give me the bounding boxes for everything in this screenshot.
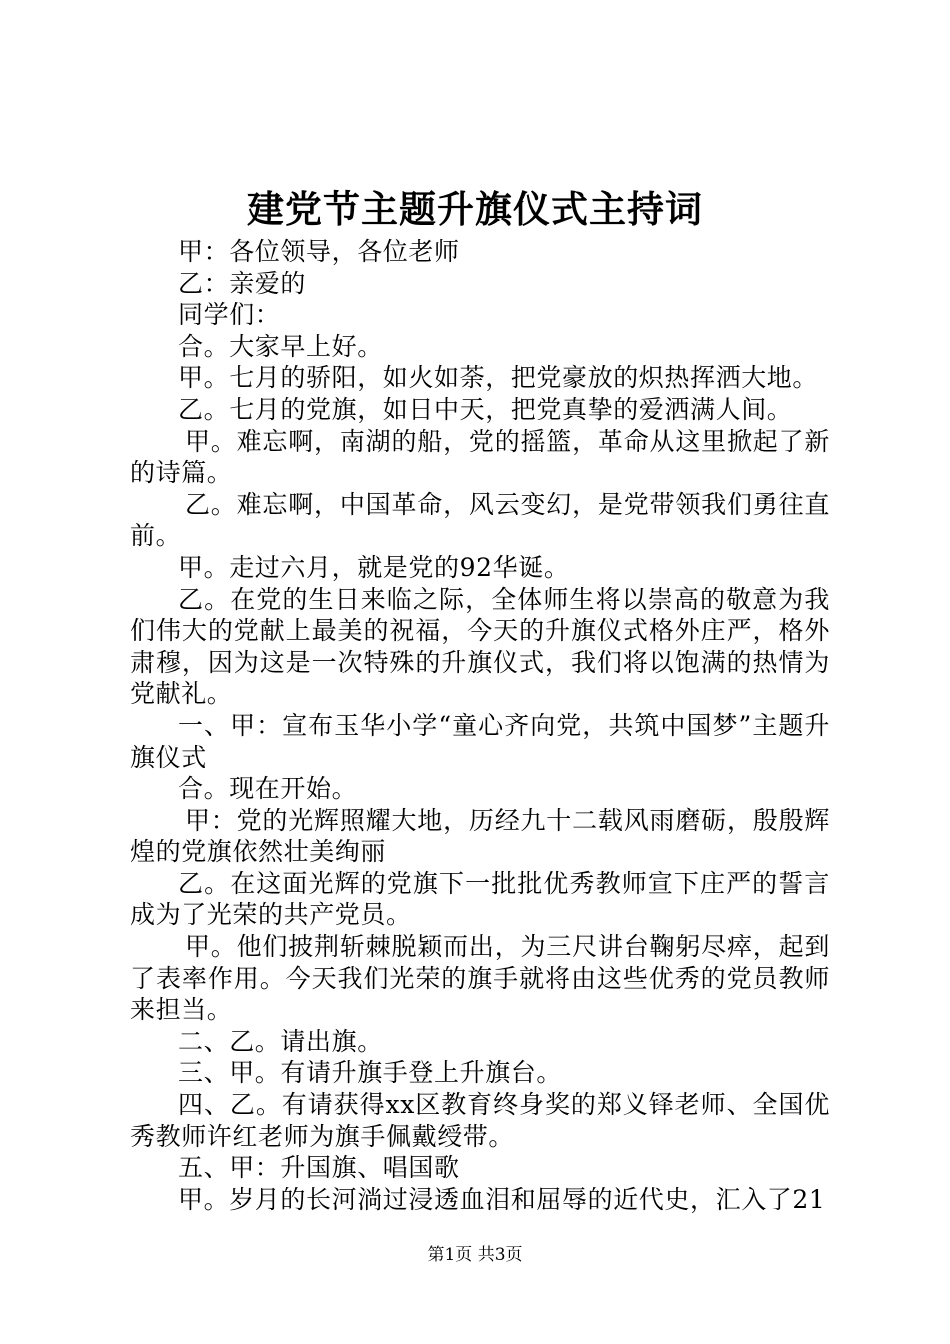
page-footer: 第1页 共3页 [427,1245,523,1265]
paragraph: 三、甲。有请升旗手登上升旗台。 [178,1058,563,1088]
paragraph: 乙。在这面光辉的党旗下一批批优秀教师宣下庄严的誓言成为了光荣的共产党员。 [130,868,830,930]
paragraph: 二、乙。请出旗。 [178,1026,383,1056]
paragraph: 一、甲：宣布玉华小学“童心齐向党，共筑中国梦”主题升旗仪式 [130,710,830,772]
paragraph: 甲：党的光辉照耀大地，历经九十二载风雨磨砺，殷殷辉煌的党旗依然壮美绚丽 [130,805,830,867]
paragraph: 乙：亲爱的 [178,268,307,298]
paragraph: 乙。七月的党旗，如日中天，把党真挚的爱洒满人间。 [178,394,793,424]
paragraph: 甲。他们披荆斩棘脱颖而出，为三尺讲台鞠躬尽瘁，起到了表率作用。今天我们光荣的旗手就将由这些优秀的党员教师来担当。 [130,932,830,1025]
paragraph: 甲：各位领导，各位老师 [178,237,460,266]
document-title: 建党节主题升旗仪式主持词 [247,187,703,231]
paragraph: 甲。走过六月，就是党的92华诞。 [178,552,570,582]
paragraph: 甲。难忘啊，南湖的船，党的摇篮，革命从这里掀起了新的诗篇。 [130,426,830,488]
paragraph: 甲。岁月的长河淌过浸透血泪和屈辱的近代史，汇入了21 [178,1184,826,1214]
paragraph: 五、甲：升国旗、唱国歌 [178,1153,460,1183]
paragraph: 同学们： [178,300,281,330]
paragraph: 甲。七月的骄阳，如火如荼，把党豪放的炽热挥洒大地。 [178,363,819,393]
paragraph: 合。现在开始。 [178,774,358,804]
paragraph: 四、乙。有请获得xx区教育终身奖的郑义铎老师、全国优秀教师许红老师为旗手佩戴绶带。 [130,1090,830,1151]
paragraph: 乙。难忘啊，中国革命，风云变幻，是党带领我们勇往直前。 [130,489,830,551]
document-body [130,236,830,1215]
paragraph: 合。大家早上好。 [178,331,383,361]
paragraph: 乙。在党的生日来临之际，全体师生将以崇高的敬意为我们伟大的党献上最美的祝福，今天的升旗仪式格外庄严，格外肃穆，因为这是一次特殊的升旗仪式，我们将以饱满的热情为党献礼。 [130,584,830,709]
